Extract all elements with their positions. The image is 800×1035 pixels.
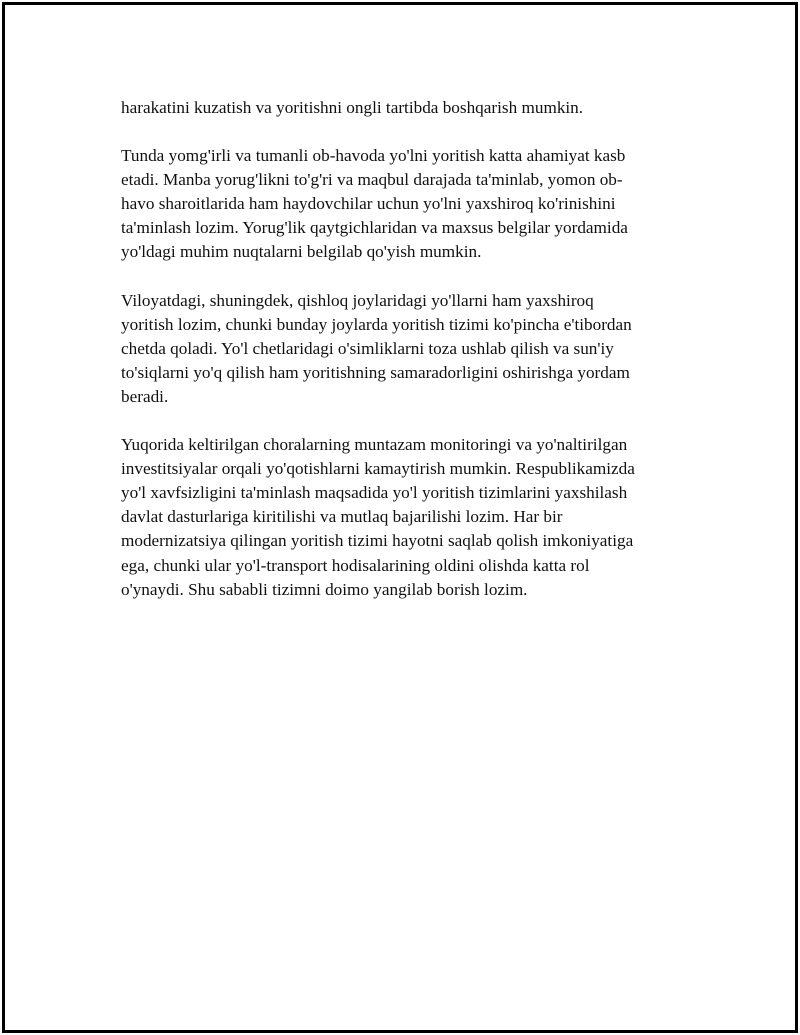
text-line: Tunda yomg'irli va tumanli ob-havoda yo'lni yoritish katta ahamiyat kasb (121, 146, 626, 166)
text-line: yo'l xavfsizligini ta'minlash maqsadida yo'l yoritish tizimlarini yaxshilash (121, 483, 628, 503)
text-line: ega, chunki ular yo'l-transport hodisalarining oldini olishda katta rol (121, 555, 590, 575)
text-line: modernizatsiya qilingan yoritish tizimi hayotni saqlab qolish imkoniyatiga (121, 531, 634, 551)
page-frame (2, 2, 798, 1033)
text-line: chetda qoladi. Yo'l chetlaridagi o'simliklarni toza ushlab qilish va sun'iy (121, 338, 614, 358)
text-line: Viloyatdagi, shuningdek, qishloq joylaridagi yo'llarni ham yaxshiroq (121, 290, 594, 310)
text-line: harakatini kuzatish va yoritishni ongli tartibda boshqarish mumkin. (121, 98, 584, 117)
paragraph-1 (121, 96, 681, 120)
paragraph-2 (121, 144, 681, 264)
text-line: yo'ldagi muhim nuqtalarni belgilab qo'yish mumkin. (121, 242, 482, 262)
text-line: etadi. Manba yorug'likni to'g'ri va maqbul darajada ta'minlab, yomon ob- (121, 170, 623, 190)
text-line: yoritish lozim, chunki bunday joylarda yoritish tizimi ko'pincha e'tibordan (121, 314, 632, 334)
paragraph-4 (121, 433, 681, 602)
text-line: o'ynaydi. Shu sababli tizimni doimo yangilab borish lozim. (121, 579, 528, 599)
text-line: davlat dasturlariga kiritilishi va mutlaq bajarilishi lozim. Har bir (121, 507, 563, 527)
text-line: Yuqorida keltirilgan choralarning muntazam monitoringi va yo'naltirilgan (121, 435, 628, 455)
text-line: havo sharoitlarida ham haydovchilar uchun yo'lni yaxshiroq ko'rinishini (121, 194, 616, 214)
text-line: beradi. (121, 386, 169, 406)
text-line: investitsiyalar orqali yo'qotishlarni kamaytirish mumkin. Respublikamizda (121, 459, 635, 479)
text-line: ta'minlash lozim. Yorug'lik qaytgichlaridan va maxsus belgilar yordamida (121, 218, 628, 238)
text-line: to'siqlarni yo'q qilish ham yoritishning samaradorligini oshirishga yordam (121, 362, 630, 382)
paragraph-3 (121, 289, 681, 409)
document-body (121, 96, 681, 626)
